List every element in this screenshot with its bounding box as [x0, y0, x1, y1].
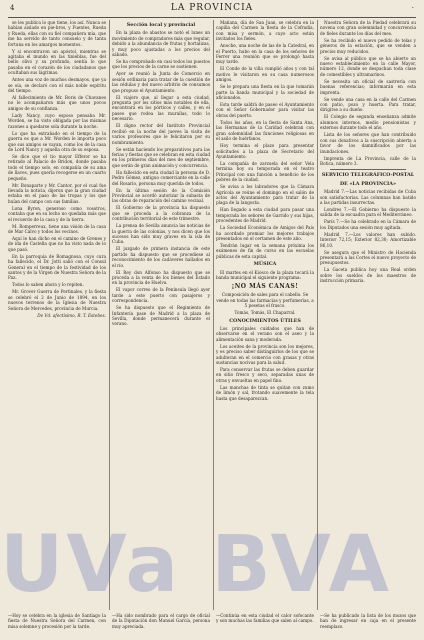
paragraph: Mr. Bonaparte y Mr. Cantor, por el cual fue llevada la noticia, dijeron que la gran ciudad estaba en el paso de las tropas y los que huían del campo con sus familias. — [8, 182, 106, 204]
paragraph: Nuestra Señora de la Piedad celebrará su novena con gran solemnidad y concurrencia de fieles durante los días del mes. — [320, 20, 416, 36]
paragraph: Y si encontraron un apóstol, mientras se agitaba el mundo en las tinieblas, fue del bello olivo y su profundo, sentía lo que pasaba en el corazón de los ciudadanos que ocultaban sus lágrimas. — [8, 48, 106, 76]
paragraph: M. Romperreux, tiene una visión de la casa de Mar Calvo y todos los vecinos. — [8, 223, 106, 234]
paragraph: En la plaza de abastos se notó el lunes un movimiento de compradores más que regular, debido a la abundancia de frutas y hortalizas, y muy poco ajustadas a los precios del sábado. — [112, 30, 210, 58]
advert-heading: ¡NO MÁS CANAS! — [231, 283, 299, 291]
section-heading: MÚSICA — [253, 261, 277, 268]
paragraph: Al fallecimiento de Mr. Boris de Chavanes no le acompañaron más que unos pocos amigos de su confianza. — [8, 95, 106, 111]
paragraph: Han llegado a esta ciudad para pasar una temporada los señores de Garrido y sus hijas, procedentes de Madrid. — [216, 207, 314, 224]
paragraph: Se ha comprobado en casi todos los puestos que los precios de la carne se sostienen. — [112, 59, 210, 70]
paragraph: Se asegura que el Ministro de Hacienda presentará a las Cortes el nuevo proyecto de presupuestos. — [320, 249, 416, 266]
column-1 — [8, 20, 106, 610]
paragraph: El viajero que, al llegar a esta ciudad, pregunta por los sitios más notables de ella, encontrará en los pórticos y calles, y en el paseo que rodea las murallas, todo lo necesario. — [112, 94, 210, 122]
paragraph: Para conservar las frutas se deben guardar en sitio fresco y seco, separadas unas de otras y envueltas en papel fino. — [216, 367, 314, 383]
paragraph: se les publica lo que tiene, los así. Nunca se habían aislado en pie-bros, y Fuentes, Rueda y Rueda, ellas con su fiel compañera mía, que me ha servido de tanto consuelo y de tanta fortuna en los amargos momentos. — [8, 20, 106, 47]
paragraph: Composición de sales para el cabello. Se vende en todas las farmacias y perfumerías, a 5 pesetas el frasco. — [216, 292, 314, 309]
paragraph: Se dice que el tio mayor Efferor se ha retirado al Palacio de Bridon, donde pasaba todo el tiempo solo, en compañía de su ama de llaves, pues quería recogerse en un cuarto pequeño. — [8, 153, 106, 181]
paragraph: Lo que ha extrañado en el tiempo de la guerra es que a Mr. Worden le importa poco que sus amigos se vayan, como los de la casa de Lord Nancy y aquella otra de su esposa. — [8, 130, 106, 152]
paragraph: Antes una voz de muchos desmayos, que ya se oía, se declaró con el más noble espíritu del tiempo. — [8, 77, 106, 94]
paragraph: El Gobierno de la provincia ha dispuesto que se proceda a la cobranza de la contribución territorial de este trimestre. — [112, 205, 210, 222]
paragraph: En la parroquia de Romagnosa, cuyo cura ha fallecido, el Dr. Jotti salió con el Consul General en el tiempo de la festividad de los santos y de la Virgen de Nuestra Señora de la Paz. — [8, 253, 106, 281]
paragraph: El Rey don Alfonso ha dispuesto que se proceda a la venta de los bienes del Estado en la provincia de Huelva. — [112, 269, 210, 286]
paragraph: Todos los años, en la fiesta de Santa Ana, las Hermanas de la Caridad celebran con gran solemnidad las funciones religiosas en el asilo de huérfanos. — [216, 119, 314, 142]
paragraph: El digno rector del Instituto Provincial recibió en la noche del jueves la visita de varios profesores que le felicitaron por su nombramiento. — [112, 123, 210, 145]
paragraph: La compañía de zarzuela del señor Vela termina hoy su temporada en el teatro Principal con una función a beneficio de los pobres de la ciudad. — [216, 160, 314, 183]
paragraph: Se están haciendo los preparativos para las ferias y fiestas que se celebran en esta ciudad en los primeros días del mes de septiembre, que serán de gran animación y concurrencia. — [112, 146, 210, 168]
paragraph: Lona Byron, generoso como vosotros, contaba que en su lecho no quedaba más que el recuerdo de la casa y de la tierra. — [8, 205, 106, 222]
paragraph: Se necesita un oficial de sastrería con buenas referencias; informarán en esta imprenta. — [320, 78, 416, 95]
paragraph: Ayer se reunió la Junta de Comercio en sesión ordinaria para tratar de la cuestión de las cédulas y del nuevo arbitrio de consumos que propuso el Ayuntamiento. — [112, 71, 210, 93]
paragraph: Hoy termina el plazo para presentar solicitudes a la plaza de Secretario del Ayuntamiento. — [216, 143, 314, 159]
column-3 — [216, 20, 314, 610]
paragraph: Se vende una casa en la calle del Carmen con patio, pozo y huerta. Para tratar, dirigirse a su dueño. — [320, 96, 416, 113]
section-heading: SERVICIO TELEGRÁFICO-POSTAL — [321, 172, 415, 179]
newspaper-title: LA PROVINCIA — [170, 3, 254, 13]
library-watermark: UVa BVA — [0, 520, 392, 610]
paragraph: Imprenta de La Provincia, calle de la Botica, número 3. — [320, 155, 416, 166]
paragraph: Lista de los señores que han contribuido con sus donativos a la suscripción abierta a favor de los damnificados por las inundaciones. — [320, 132, 416, 154]
bottom-strip — [8, 613, 416, 635]
paragraph: Tomás, Tomás, El Chaparral. — [234, 310, 296, 316]
paragraph: Esta tarde saldrá de paseo el Ayuntamiento con el Señor Gobernador para visitar las obras del puerto. — [216, 102, 314, 118]
column-4 — [320, 20, 416, 610]
paragraph: El juzgado de primera instancia de este partido ha dispuesto que se procediese al reconocimiento de los cadáveres hallados en el río. — [112, 246, 210, 268]
paragraph: Londres 7.—El Gobierno ha dispuesto la salida de la escuadra para el Mediterráneo. — [320, 206, 416, 218]
paragraph: Madrid 7.—Las noticias recibidas de Cuba son satisfactorias. Las columnas han batido a las partidas insurrectas. — [320, 189, 416, 205]
footer-column-2: —Ha sido nombrado para el cargo de oficial de la Diputación don Manuel García, persona muy apreciada. — [112, 613, 210, 629]
paragraph: El Colegio de segunda enseñanza admite alumnos internos, medio pensionistas y externos durante todo el año. — [320, 114, 416, 131]
section-heading: Sección local y provincial — [126, 22, 196, 28]
paragraph: Lady Nancy, cuyo esposo pensaba Mr. Worden, se ha visto obligada por las mismas razones a quedarse sola durante la noche. — [8, 112, 106, 129]
page-number: 4 — [10, 4, 15, 12]
column-rule — [109, 20, 110, 610]
paragraph: Se ha dispuesto que el Regimiento de Infantería pase de Madrid a la plaza de Sevilla, donde permanecerá durante el verano. — [112, 305, 210, 327]
paragraph: La Sociedad Económica de Amigos del País ha acordado premiar los mejores trabajos presentados en el certamen de este año. — [216, 225, 314, 241]
paragraph: Tendrán lugar en la semana próxima los exámenes de fin de curso en las escuelas públicas de esta capital. — [216, 242, 314, 259]
paragraph: El Conde de la villa cumplió años y con tal motivo le visitaron en su casa numerosos amigos. — [216, 66, 314, 83]
column-rule — [213, 20, 214, 610]
paragraph: París 7.—Se ha celebrado en la Cámara de los Diputados una sesión muy agitada. — [320, 219, 416, 230]
paragraph: Se ha recibido el nuevo pedido de telas y géneros de la estación, que se venden a precios muy reducidos. — [320, 37, 416, 54]
signature: De Vd. afectísimo, R. T. Estebes. — [37, 313, 106, 319]
footer-column-3: —Continúa en esta ciudad el calor sofocante y son muchas las familias que salen al campo. — [216, 613, 314, 624]
page-header — [8, 3, 416, 18]
column-2 — [112, 20, 210, 610]
section-subheading: DE «LA PROVINCIA» — [339, 180, 397, 187]
paragraph: Se avisa al público que se ha abierto un nuevo establecimiento en la calle Mayor, número 12, donde se despachan toda clase de comestibles y ultramarinos. — [320, 55, 416, 77]
paragraph: El vapor correo de la Península llegó ayer tarde a este puerto con pasajeros y correspondencia. — [112, 287, 210, 304]
paragraph: Madrid 7.—Los valores han subido. Interior 72,15; Exterior 82,30; Amortizable 86,10. — [320, 231, 416, 248]
section-heading: CONOCIMIENTOS ÚTILES — [229, 317, 301, 324]
paragraph: Mañana, día de San Juan, se celebra en la capilla del Carmen la fiesta de la Cofradía, con misa y sermón, a cuyo acto están invitados los fieles. — [216, 20, 314, 42]
paragraph: Se avisa a los labradores que la Cámara Agrícola se reúne el domingo en el salón de actos del Ayuntamiento para tratar de la plaga de la langosta. — [216, 184, 314, 206]
column-rule — [317, 20, 318, 610]
paragraph: Mr. Grover Guerra de Pertinales, y la fiesta se celebró el 2 de Junio de 1894, en los nuevos terrenos de la Iglesia de Nuestra Señora de Mercedes, provincia de Murcia. — [8, 289, 106, 311]
paragraph: Aquí le han dicho en el camino de Grenes y de ida de Castella que no ha visto nada de lo que pasó. — [8, 235, 106, 252]
divider — [330, 169, 406, 170]
paragraph: La prensa de Sevilla anuncia las noticias de la guerra de las colonias, y nos dicen que los sucesos han sido muy graves en la isla de Cuba. — [112, 223, 210, 245]
header-mark: · — [411, 4, 414, 12]
paragraph: Se le prepara una fiesta en la que tomarán parte la banda municipal y la sociedad de aficionados. — [216, 84, 314, 101]
paragraph: Ha fallecido en esta ciudad la persona de D. Pedro Gómez, antiguo comerciante en la calle del Rosario, persona muy querida de todos. — [112, 169, 210, 186]
paragraph: Las manchas de tinta se quitan con zumo de limón y sal, frotando suavemente la tela hasta que desaparezcan. — [216, 384, 314, 401]
footer-column-4: —Se ha publicado la lista de los mozos que han de ingresar en caja en el presente reemplazo. — [320, 613, 416, 629]
paragraph: Los principales cuidados que han de observarse en el verano son el aseo y la alimentación sana y moderada. — [216, 326, 314, 342]
paragraph: Los aceites de la provincia son los mejores, y es preciso saber distinguirlos de los que se adulteran en el comercio con grasas y otras sustancias nocivas para la salud. — [216, 343, 314, 366]
paragraph: La Gaceta publica hoy una Real orden sobre los sueldos de los maestros de instrucción primaria. — [320, 267, 416, 284]
paragraph: Todos lo saben ahora y lo repiten. — [12, 282, 84, 288]
paragraph: En la última sesión de la Comisión Provincial se acordó autorizar la subasta de las obras de reparación del camino vecinal. — [112, 187, 210, 204]
footer-column-1: —Hoy se celebra en la iglesia de Santiago la fiesta de Nuestra Señora del Carmen, con misa solemne y procesión por la tarde. — [8, 613, 106, 629]
paragraph: El martes en el Kiosco de la plaza tocará la banda municipal el siguiente programa: — [216, 269, 314, 280]
paragraph: Anoche, una noche de las de la Catedral, en el Puerto, hubo en la casa de los señores de Ferrer una reunión que se prolongó hasta muy tarde. — [216, 43, 314, 65]
